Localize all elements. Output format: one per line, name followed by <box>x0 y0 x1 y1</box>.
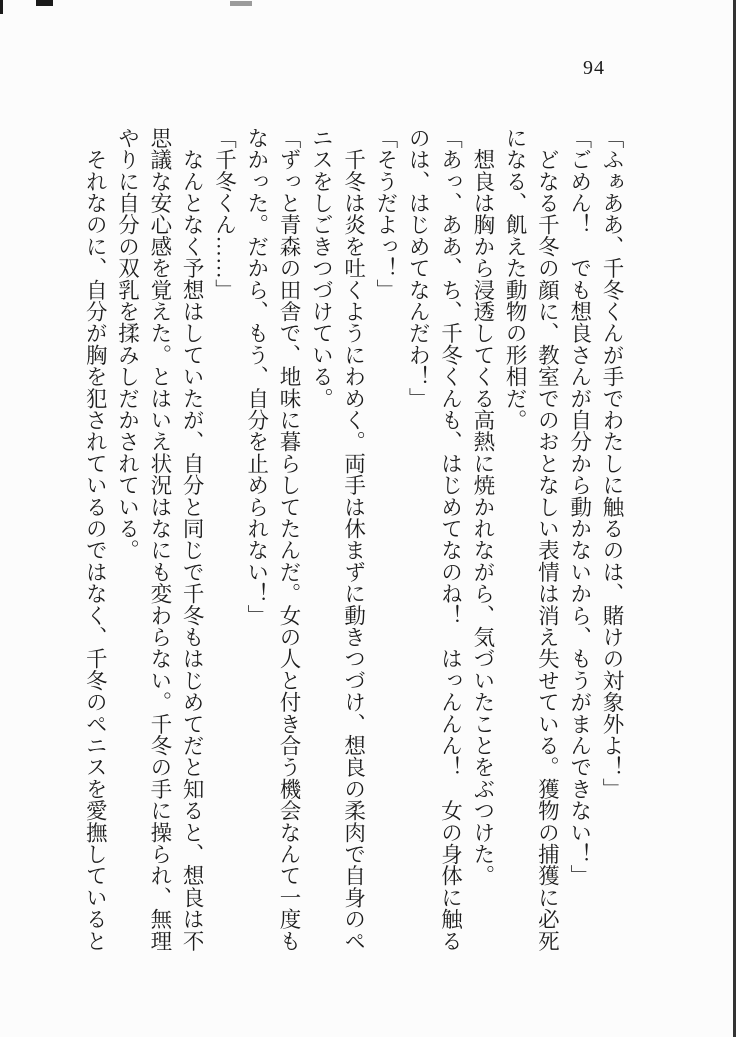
body-text <box>79 127 628 979</box>
text-column: になる、飢えた動物の形相だ。 <box>503 127 528 431</box>
text-column: 思議な安心感を覚えた。とはいえ状況はなにも変わらない。千冬の手に操られ、無理 <box>147 127 172 952</box>
text-column: 想良は胸から浸透してくる高熱に焼かれながら、気づいたことをぶつけた。 <box>470 127 495 887</box>
scan-artifact <box>36 0 53 6</box>
text-column: 「そうだよっ！」 <box>373 127 398 301</box>
text-column: ニスをしごきつづけている。 <box>309 127 334 410</box>
text-column: 「ずっと青森の田舎で、地味に暮らしてたんだ。女の人と付き合う機会なんて一度も <box>277 127 302 952</box>
text-column: のは、はじめてなんだわ！」 <box>406 127 431 410</box>
text-column: 「あっ、ああ、ち、千冬くんも、はじめてなのね！ はっんんん！ 女の身体に触る <box>438 127 463 952</box>
text-column: なんとなく予想はしていたが、自分と同じで千冬もはじめてだと知ると、想良は不 <box>180 127 205 952</box>
text-column: 「ふぁああ、千冬くんが手でわたしに触るのは、賭けの対象外よ！」 <box>600 127 624 800</box>
text-column: 「ごめん！ でも想良さんが自分から動かないから、もうがまんできない！」 <box>567 127 592 887</box>
text-column: なかった。だから、もう、自分を止められない！」 <box>244 127 269 627</box>
text-column: どなる千冬の顔に、教室でのおとなしい表情は消え失せている。獲物の捕獲に必死 <box>535 127 560 952</box>
page-number: 94 <box>583 57 605 79</box>
text-column: やりに自分の双乳を揉みしだかされている。 <box>115 127 140 561</box>
text-column: 千冬は炎を吐くようにわめく。両手は休まずに動きつづけ、想良の柔肉で自身のペ <box>341 127 366 952</box>
scan-artifact <box>230 1 252 6</box>
text-column: 「千冬くん……」 <box>212 127 237 301</box>
scan-artifact <box>0 0 3 14</box>
text-column: それなのに、自分が胸を犯されているのではなく、千冬のペニスを愛撫していると <box>83 127 108 952</box>
